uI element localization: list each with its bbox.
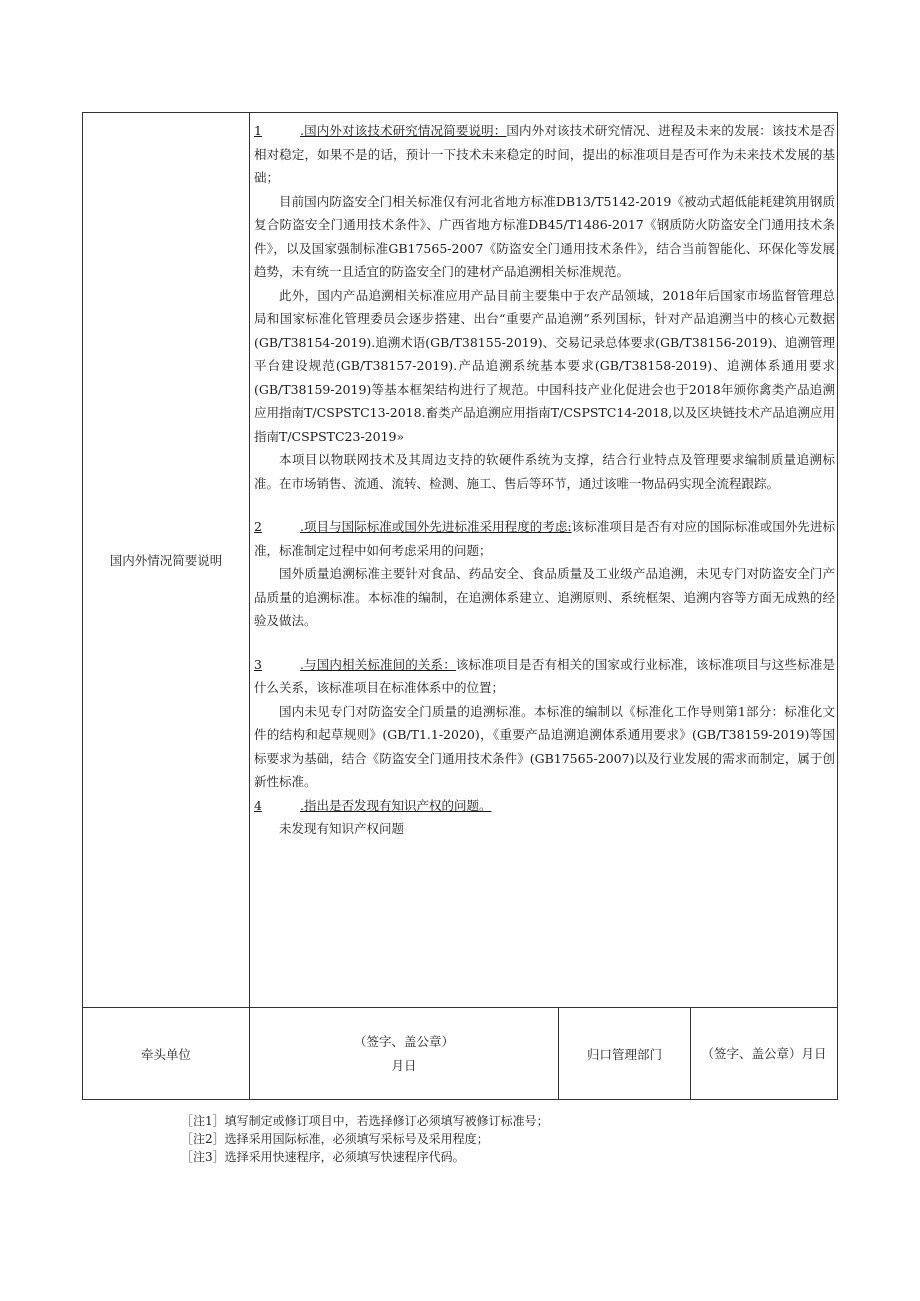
section-heading [254,794,835,818]
section-number: 2 [254,519,262,534]
section-description: 国内外对该技术研究情况、进程及未来的发展：该技术是否相对稳定，如果不是的话，预计一下技术未来稳定的时间，提出的标准项目是否可作为未来技术发展的基础； [254,123,835,185]
footnote: ［注3］选择采用快速程序，必须填写快速程序代码。 [181,1150,465,1164]
section-3 [254,653,835,794]
footnotes [181,1112,549,1166]
section-description: 该标准项目是否有对应的国际标准或国外先进标准，标准制定过程中如何考虑采用的问题； [254,519,835,558]
spacer [254,495,835,515]
section-heading [254,119,835,190]
overview-row [83,113,838,1008]
lead-unit-sign-cell [250,1008,559,1100]
overview-content-cell [250,113,838,1008]
section-number: 1 [254,123,262,138]
lead-unit-label: 牵头单位 [140,1046,191,1062]
section-number: 4 [254,797,262,813]
section-heading [254,515,835,562]
paragraph: 目前国内防盗安全门相关标准仅有河北省地方标准DB13/T5142-2019《被动式超低能耗建筑用钢质复合防盗安全门通用技术条件》、广西省地方标准DB45/T1486-2017《钢质防火防盗安全门通用技术条件》，以及国家强制标准GB17565-2007《防盗安全门通用技术条件》，结合当前智能化、环保化等发展趋势，未有统一且适宜的防盗安全门的建材产品追溯相关标准规范。 [254,193,835,279]
footnote: ［注1］填写制定或修订项目中，若选择修订必须填写被修订标准号； [181,1114,549,1128]
paragraph: 国外质量追溯标准主要针对食品、药品安全、食品质量及工业级产品追溯，未见专门对防盗安全门产品质量的追溯标准。本标准的编制，在追溯体系建立、追溯原则、系统框架、追溯内容等方面无成熟的经验及做法。 [254,566,835,628]
dept-label: 归口管理部门 [586,1046,662,1062]
section-description: 该标准项目是否有相关的国家或行业标准，该标准项目与这些标准是什么关系，该标准项目在标准体系中的位置； [254,656,835,695]
section-heading [254,653,835,700]
lead-unit-label-cell [83,1008,250,1100]
section-title: .国内外对该技术研究情况简要说明： [300,123,507,138]
section-number: 3 [254,656,262,672]
project-form-table [82,112,838,1100]
dept-label-cell [559,1008,691,1100]
paragraph: 本项目以物联网技术及其周边支持的软硬件系统为支撑，结合行业特点及管理要求编制质量追溯标准。在市场销售、流通、流转、检测、施工、售后等环节，通过该唯一物品码实现全流程跟踪。 [254,452,835,491]
spacer [254,633,835,653]
section-title: .与国内相关标准间的关系： [300,656,456,672]
overview-label-cell [83,113,250,1008]
section-2 [254,515,835,633]
overview-label: 国内外情况简要说明 [109,553,223,568]
lead-sign-line2: 月日 [391,1057,417,1073]
dept-sign: （签字、盖公章）月日 [701,1045,827,1061]
section-title: .指出是否发现有知识产权的问题。 [300,797,492,813]
section-1 [254,119,835,495]
paragraph: 国内未见专门对防盗安全门质量的追溯标准。本标准的编制以《标准化工作导则第1部分：标准化文件的结构和起草规则》(GB/T1.1-2020)，《重要产品追溯追溯体系通用要求》(GB/T38159-2019)等国标要求为基础，结合《防盗安全门通用技术条件》(GB17565-2007)以及行业发展的需求而制定，属于创新性标准。 [254,703,835,789]
paragraph: 未发现有知识产权问题 [279,821,405,836]
section-4 [254,794,835,841]
dept-sign-cell [691,1008,838,1100]
section-title: .项目与国际标准或国外先进标准采用程度的考虑: [300,519,572,534]
footnote: ［注2］选择采用国际标准，必须填写采标号及采用程度； [181,1132,489,1146]
lead-sign-line1: （签字、盖公章） [353,1033,454,1049]
paragraph: 此外，国内产品追溯相关标准应用产品目前主要集中于农产品领域，2018年后国家市场监督管理总局和国家标准化管理委员会逐步搭建、出台“重要产品追溯”系列国标，针对产品追溯当中的核心元数据(GB/T38154-2019).追溯术语(GB/T38155-2019)、交易记录总体要求(GB/T38156-2019)、追溯管理平台建设规范(GB/T38157-2019).产品追溯系统基本要求(GB/T38158-2019)、追溯体系通用要求(GB/T38159-2019)等基本框架结构进行了规范。中国科技产业化促进会也于2018年颁你禽类产品追溯应用指南T/CSPSTC13-2018.畜类产品追溯应用指南T/CSPSTC14-2018,以及区块链技术产品追溯应用指南T/CSPSTC23-2019» [254,287,835,444]
signature-row [83,1008,838,1100]
